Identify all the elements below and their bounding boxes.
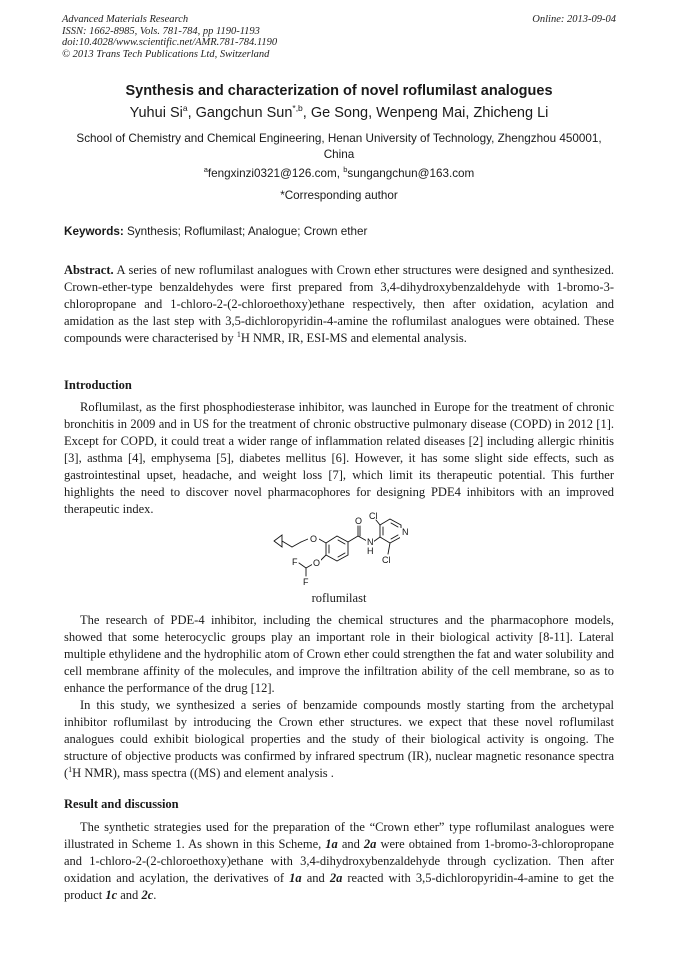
compound-label: 1a [289,871,302,885]
paper-title: Synthesis and characterization of novel roflumilast analogues [125,83,553,99]
paragraph-text: and [337,837,364,851]
author-name: Yuhui Si [129,105,183,121]
superscript: 1 [68,765,73,774]
atom-oxygen: O [313,558,321,568]
abstract [64,262,614,347]
affiliation: School of Chemistry and Chemical Engineering, Henan University of Technology, Zhengzhou 450001, China [76,132,602,161]
atom-hydrogen: H [367,546,374,556]
cyclopropyl-ring [274,535,282,547]
paragraph-text: and [117,888,142,902]
compound-label: 2a [329,871,343,885]
journal-issn: ISSN: 1662-8985, Vols. 781-784, pp 1190-1193 [62,25,260,37]
keywords-line [64,224,614,240]
paragraph-text: and [301,871,330,885]
atom-nitrogen: N [367,537,374,547]
author-name: , Gangchun Sun [187,105,293,121]
journal-doi: doi:10.4028/www.scientific.net/AMR.781-784.1190 [62,37,278,48]
paragraph [64,697,614,782]
section-heading-results: Result and discussion [64,797,179,811]
corresponding-author-note: *Corresponding author [280,189,398,202]
atom-nitrogen: N [402,527,409,537]
figure-caption: roflumilast [311,591,367,605]
email-line [64,166,614,182]
compound-label: 2a [363,837,377,851]
abstract-text: H NMR, IR, ESI-MS and elemental analysis. [240,331,467,345]
email-mark: b [343,165,348,174]
keywords-text: Synthesis; Roflumilast; Analogue; Crown ether [123,225,368,238]
section-heading-introduction: Introduction [64,378,132,392]
compound-label: 1c [105,888,118,902]
atom-fluorine: F [292,557,298,567]
author-line [40,103,638,123]
journal-header [62,14,277,60]
email-b: sungangchun@163.com [347,167,475,180]
email-mark: a [203,165,208,174]
paragraph-text: The synthetic strategies used for the preparation of the “Crown ether” type roflumilast analogues were illustrated in Scheme 1. As shown in this Scheme, [64,820,614,851]
abstract-label: Abstract. [64,263,114,277]
paragraph-text: . [153,888,157,902]
paragraph-text: In this study, we synthesized a series of benzamide compounds mostly starting from the archetypal inhibitor roflumilast by introducing the Crown ether structures. we expect that these novel roflumilast analogues could exhibit biological properties and the study of their biological activity is ongoing. The structure of objective products was confirmed by infrared spectrum (IR), nuclear magnetic resonance spectra ( [64,698,614,780]
introduction-body [64,399,614,518]
atom-fluorine: F [303,577,309,587]
compound-label: 2c [141,888,154,902]
atom-oxygen: O [355,516,363,526]
atom-chlorine: Cl [369,511,378,521]
atom-oxygen: O [310,534,318,544]
keywords-label: Keywords: [64,225,124,238]
author-affil-mark: *,b [292,103,303,113]
paragraph: The research of PDE-4 inhibitor, including the chemical structures and the pharmacophore models, showed that some heterocyclic groups play an important role in their biological activity [8-11]. Lateral multiple ethylidene and the hydrophilic atom of Crown ether could strengthen the fat and water solubility and cell membrane affinity of the molecules, and improve the infiltration ability of the cell membrane, so as to enhance the performance of the drug [12]. [64,613,614,695]
introduction-body-continued [64,612,614,782]
paragraph: Roflumilast, as the first phosphodiesterase inhibitor, was launched in Europe for the treatment of chronic bronchitis in 2009 and in US for the treatment of chronic obstructive pulmonary disease (COPD) in 2012 [1]. Except for COPD, it could treat a wider range of inflammation related diseases [2] including allergic rhinitis [3], asthma [4], emphysema [5], diabetes mellitus [6]. However, it has some slight side effects, such as gastrointestinal upset, headache, and weight loss [7], which limit its therapeutic potential. This further highlights the need to discover novel pharmacophores for designing PDE4 inhibitors with an improved therapeutic index. [64,400,614,516]
roflumilast-structure [270,509,430,591]
paragraph-text: H NMR), mass spectra ((MS) and element analysis . [72,766,334,780]
author-names: , Ge Song, Wenpeng Mai, Zhicheng Li [302,105,549,121]
email-a: fengxinzi0321@126.com, [207,167,344,180]
online-date: Online: 2013-09-04 [532,14,616,25]
author-affil-mark: a [182,103,188,113]
superscript: 1 [236,330,241,339]
journal-copyright: © 2013 Trans Tech Publications Ltd, Switzerland [62,48,270,60]
atom-chlorine: Cl [382,555,391,565]
results-body [64,819,614,904]
paragraph-text: reacted with 3,5-dichloropyridin-4-amine to get the product [64,871,614,902]
paragraph-text: were obtained from 1-bromo-3-chloropropane and 1-chloro-2-(2-chloroethoxy)ethane with 3,4-dihydroxybenzaldehyde through cyclization. Then after oxidation and acylation, the derivatives of [64,837,614,885]
paragraph [64,819,614,904]
abstract-text: A series of new roflumilast analogues with Crown ether structures were designed and synthesized. Crown-ether-type benzaldehydes were first prepared from 3,4-dihydroxybenzaldehyde with 1-bromo-3-chloropropane and 1-chloro-2-(2-chloroethoxy)ethane respectively, then after oxidation, acylation and amidation as the last step with 3,5-dichloropyridin-4-amine the roflumilast analogues were obtained. These compounds were characterised by [64,263,614,345]
journal-name: Advanced Materials Research [62,14,189,25]
compound-label: 1a [325,837,338,851]
